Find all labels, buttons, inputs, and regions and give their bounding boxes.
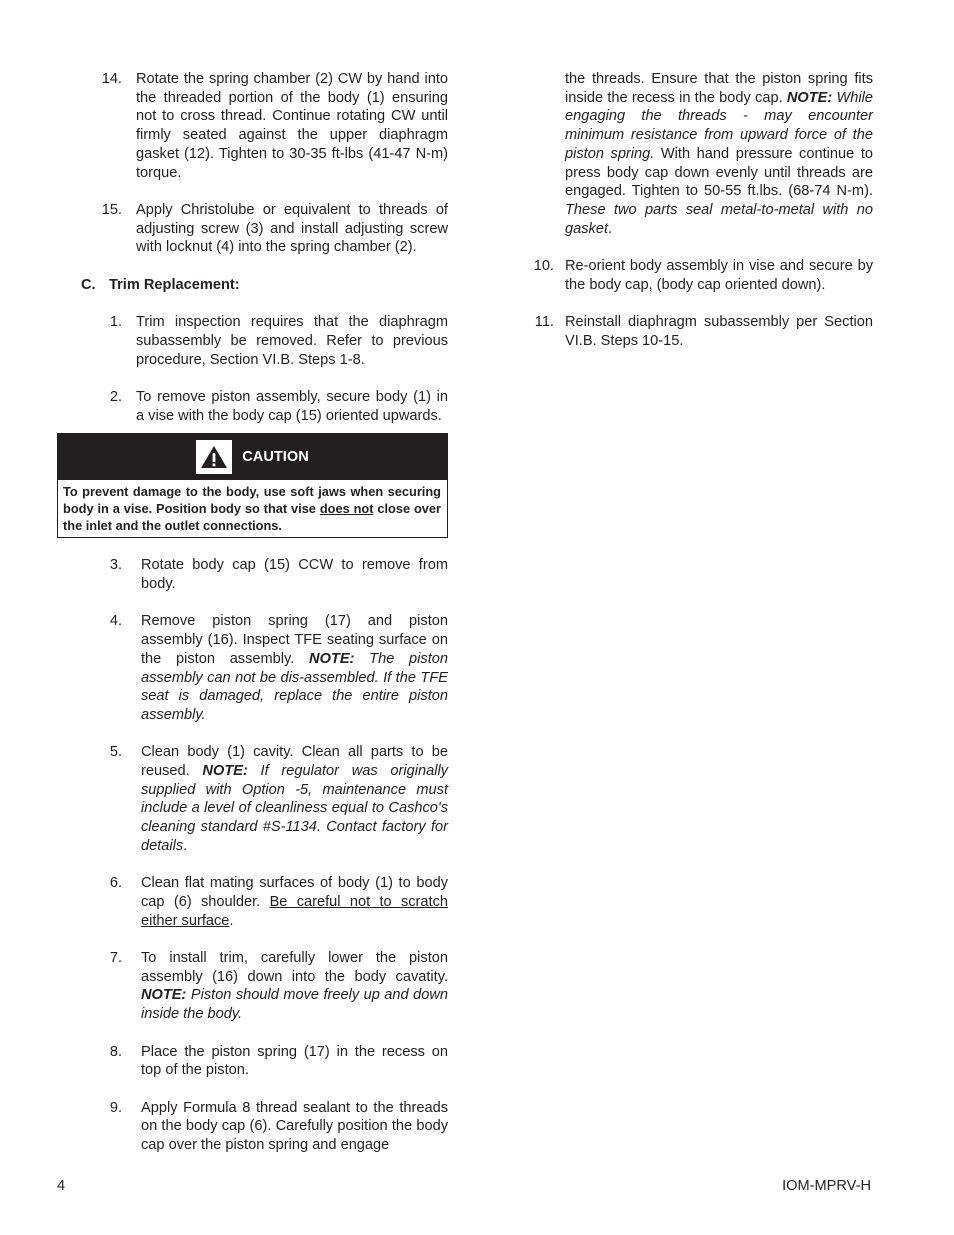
note-text-2: These two parts seal metal-to-metal with no gasket	[565, 201, 873, 237]
step-number: 10.	[533, 258, 554, 275]
step-text-plain-2: With hand pressure continue to press body cap down evenly until threads are engaged. Tighten to 50-55 ft.lbs. (68-74 N-m).	[565, 145, 873, 200]
step-number: 1.	[109, 314, 122, 331]
step-text	[141, 949, 448, 1024]
step-text-plain: Clean flat mating surfaces of body (1) to body cap (6) shoulder.	[141, 875, 448, 910]
step-text: Apply Christolube or equivalent to threads of adjusting screw (3) and install adjusting screw with locknut (4) into the spring chamber (2).	[136, 201, 448, 256]
section-title: Trim Replacement:	[109, 276, 240, 293]
trim-step-2	[57, 388, 448, 425]
caution-text	[58, 480, 447, 537]
note-text: If regulator was originally supplied with Option -5, maintenance must include a level of cleanliness equal to Cashco's cleaning standard #S-1134. Contact factory for details	[141, 763, 448, 854]
trim-step-6	[57, 874, 448, 930]
step-number: 2.	[109, 388, 122, 405]
note-text: While engaging the threads - may encounter minimum resistance from upward force of the piston spring.	[565, 89, 873, 162]
note-label: NOTE:	[309, 650, 355, 667]
trim-step-9-continued	[528, 70, 873, 238]
step-text: Reinstall diaphragm subassembly per Section VI.B. Steps 10-15.	[565, 314, 873, 349]
trim-step-8	[57, 1043, 448, 1080]
step-text: Apply Formula 8 thread sealant to the threads on the body cap (6). Carefully position the body cap over the piston spring and engage	[141, 1099, 448, 1153]
step-text: To remove piston assembly, secure body (1) in a vise with the body cap (15) oriented upwards.	[136, 388, 448, 424]
trim-step-10	[528, 257, 873, 294]
section-letter: C.	[81, 276, 96, 293]
step-number: 6.	[109, 875, 122, 892]
trim-step-3	[57, 556, 448, 593]
step-text	[141, 874, 448, 930]
left-column	[57, 70, 448, 1173]
step-text: Place the piston spring (17) in the recess on top of the piston.	[141, 1043, 448, 1079]
step-text	[141, 743, 448, 855]
section-heading-trim-replacement	[81, 276, 448, 295]
step-text-plain: To install trim, carefully lower the piston assembly (16) down into the body cavatity.	[141, 950, 448, 985]
step-text: Re-orient body assembly in vise and secure by the body cap, (body cap oriented down).	[565, 258, 873, 293]
step-number: 7.	[109, 950, 122, 966]
step-number: 15.	[101, 201, 122, 218]
caution-text-b: close over the inlet and the outlet connections.	[63, 501, 441, 534]
note-label: NOTE:	[202, 763, 248, 779]
trim-step-4	[57, 612, 448, 724]
step-text-plain: Clean body (1) cavity. Clean all parts to be reused.	[141, 744, 448, 779]
right-column	[528, 70, 873, 369]
step-number: 11.	[534, 314, 554, 331]
step-text-tail: .	[229, 912, 234, 929]
step-14	[57, 70, 448, 182]
step-number: 4.	[109, 613, 122, 630]
caution-header	[58, 434, 447, 480]
step-text-tail: .	[608, 220, 613, 237]
caution-text-a: To prevent damage to the body, use soft jaws when securing body in a vise. Position body so that vise	[63, 484, 441, 517]
warning-triangle-icon	[196, 440, 232, 474]
step-text: Trim inspection requires that the diaphragm subassembly be removed. Refer to previous procedure, Section VI.B. Steps 1-8.	[136, 314, 448, 368]
step-number: 3.	[109, 557, 122, 574]
step-15	[57, 201, 448, 257]
step-text: Rotate body cap (15) CCW to remove from body.	[141, 557, 448, 592]
step-number: 9.	[109, 1099, 122, 1116]
caution-label: CAUTION	[242, 449, 309, 466]
step-text: Rotate the spring chamber (2) CW by hand into the threaded portion of the body (1) ensuring not to cross thread. Continue rotating CW until firmly seated against the upper diaphragm gasket (12). Tighten to 30-35 ft-lbs (41-47 N-m) torque.	[136, 71, 448, 181]
note-label: NOTE:	[141, 987, 187, 1004]
step-number: 5.	[109, 744, 122, 761]
step-number: 8.	[109, 1043, 122, 1060]
page-number: 4	[57, 1178, 66, 1194]
document-id: IOM-MPRV-H	[782, 1178, 871, 1194]
trim-step-5	[57, 743, 448, 855]
step-text-underlined: Be careful not to scratch either surface	[141, 893, 448, 929]
trim-step-7	[57, 949, 448, 1024]
trim-step-1	[57, 313, 448, 369]
step-number: 14.	[101, 71, 122, 87]
step-text	[141, 612, 448, 724]
step-text-tail: .	[183, 837, 188, 854]
step-text-plain: the threads. Ensure that the piston spring fits inside the recess in the body cap.	[565, 71, 873, 106]
note-label: NOTE:	[786, 89, 833, 106]
caution-text-underlined: does not	[319, 501, 374, 517]
trim-step-9	[57, 1099, 448, 1155]
trim-step-11	[528, 313, 873, 350]
note-text: The piston assembly can not be dis-assembled. If the TFE seat is damaged, replace the entire piston assembly.	[141, 650, 448, 723]
step-text-plain: Remove piston spring (17) and piston assembly (16). Inspect TFE seating surface on the piston assembly.	[141, 613, 448, 667]
note-text: Piston should move freely up and down inside the body.	[141, 987, 448, 1023]
caution-box	[57, 433, 448, 538]
